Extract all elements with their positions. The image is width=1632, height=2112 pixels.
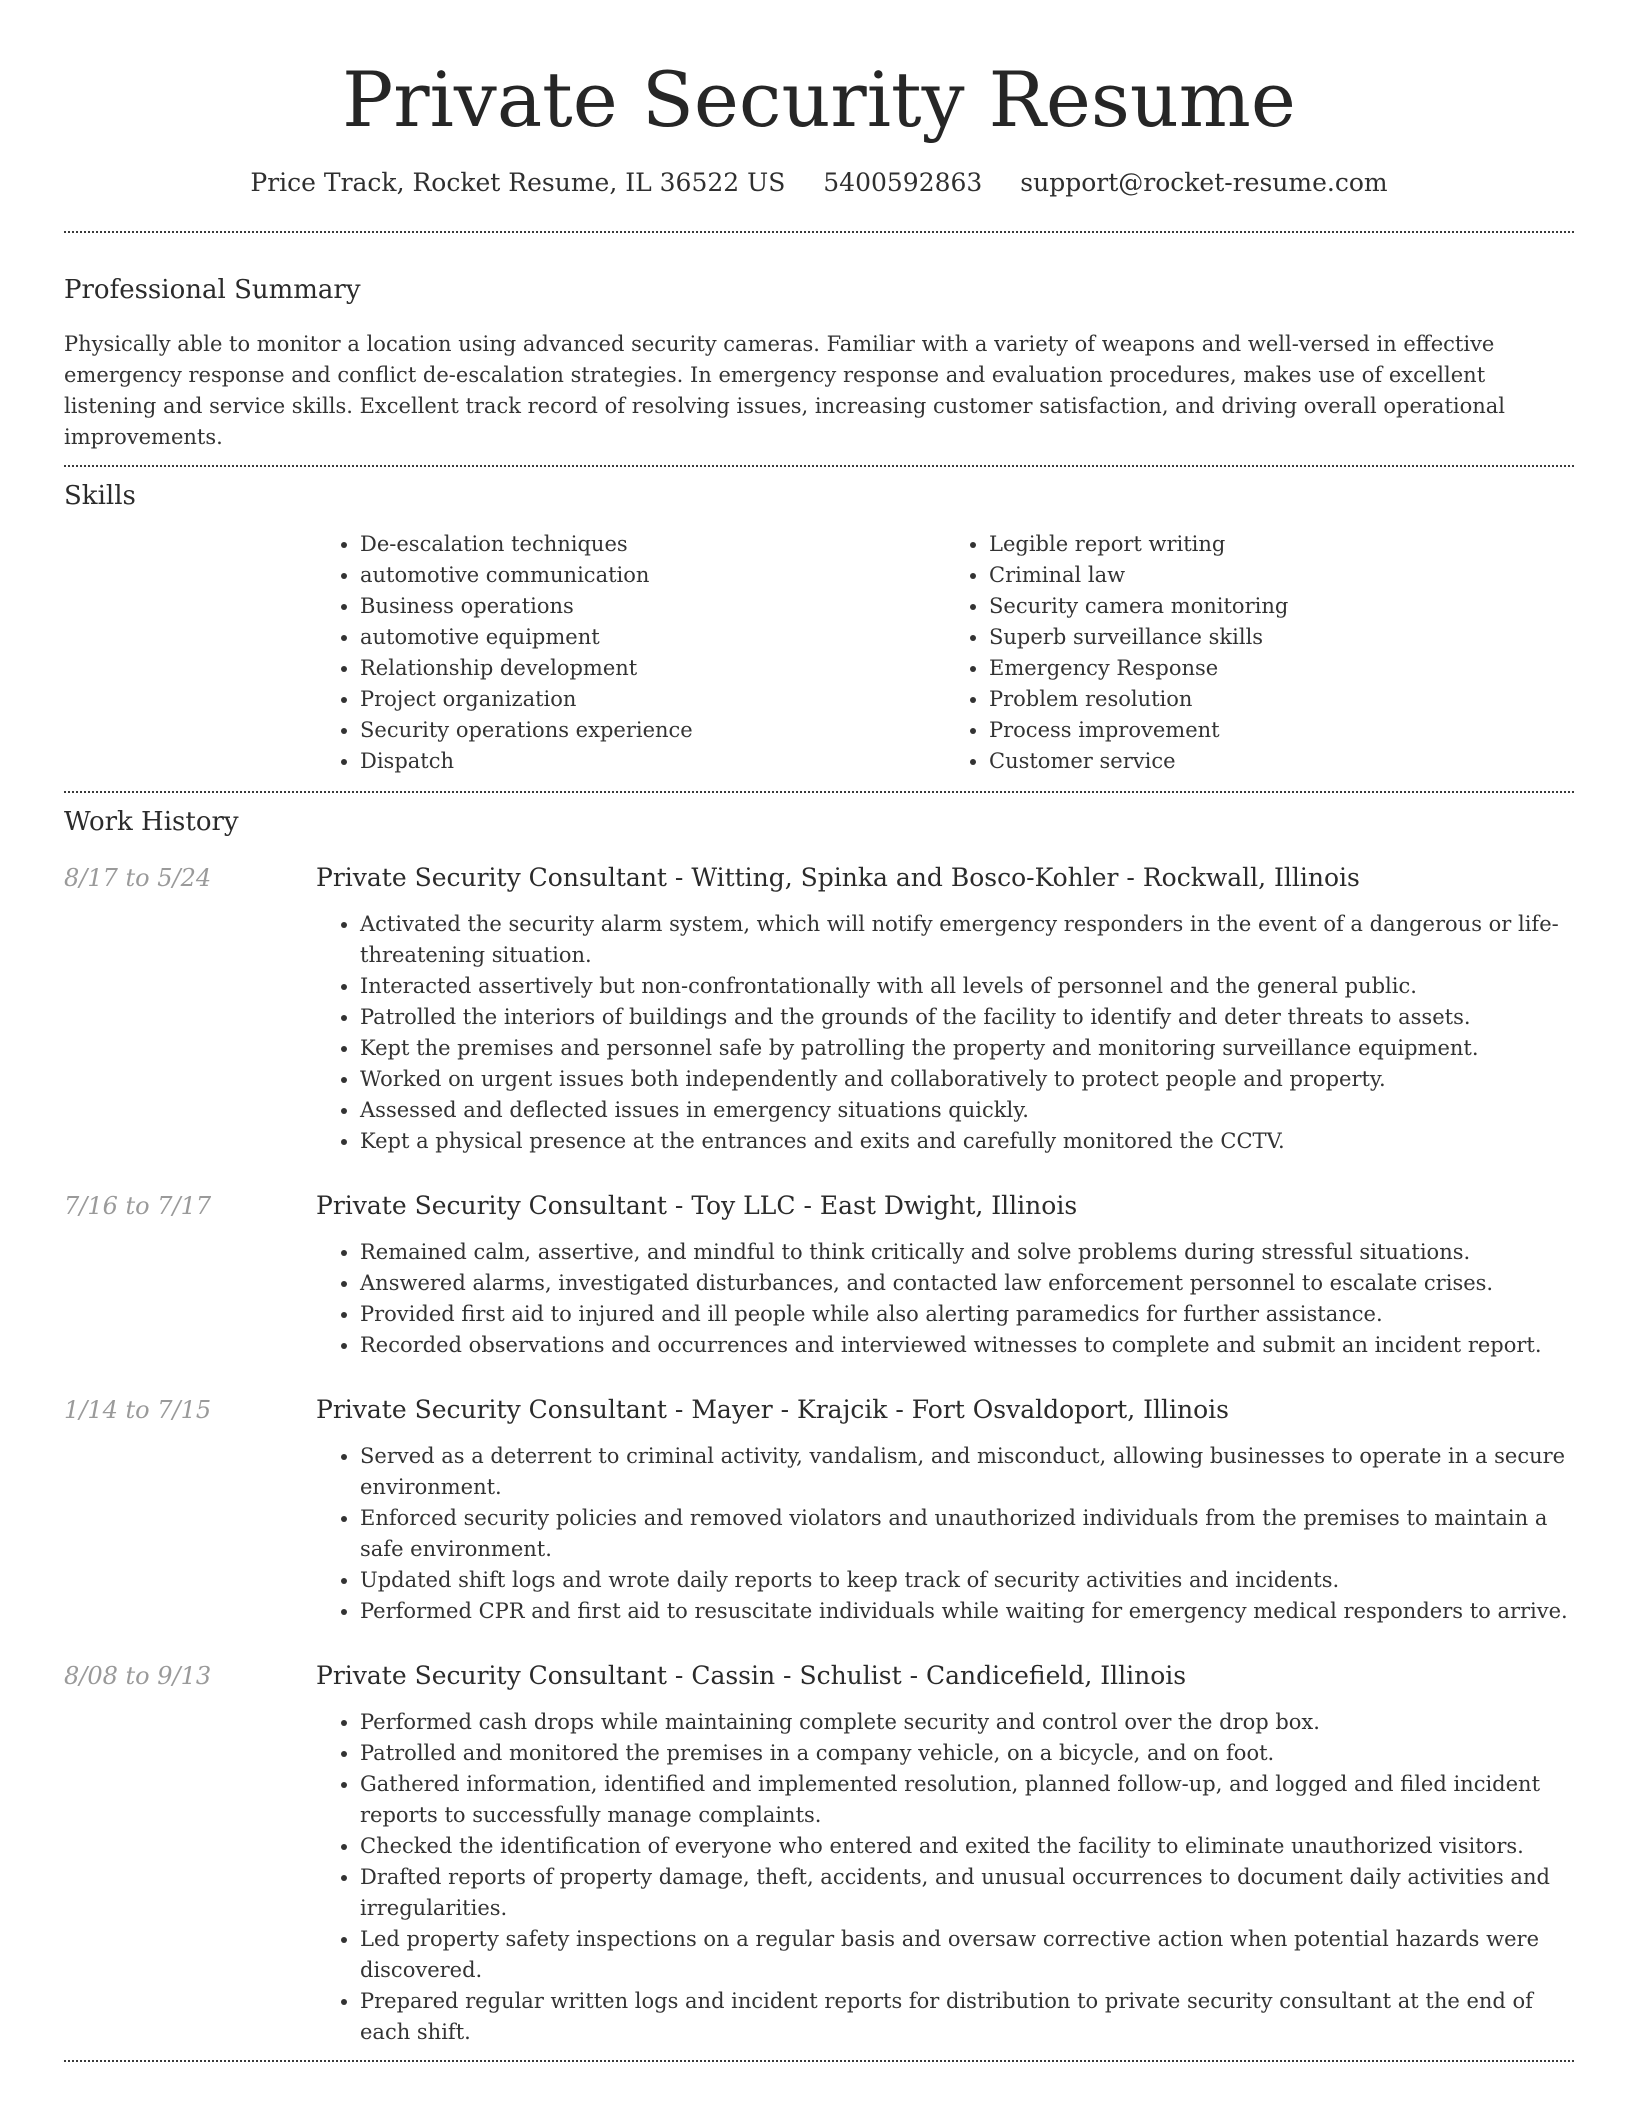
job-bullet: • Provided first aid to injured and ill people while also alerting paramedics for further assistance.: [360, 1299, 1574, 1330]
job-bullet: • Served as a deterrent to criminal activity, vandalism, and misconduct, allowing businesses to operate in a secure environment.: [360, 1441, 1574, 1503]
skill-item: • Security camera monitoring: [989, 591, 1574, 622]
skills-section: [64, 479, 1574, 777]
job-entry: [64, 1393, 1574, 1627]
job-dates: 7/16 to 7/17: [64, 1192, 212, 1220]
job-header: [64, 1659, 1574, 1693]
skill-item: • Emergency Response: [989, 653, 1574, 684]
contact-line: [64, 165, 1574, 201]
job-bullets: [316, 909, 1574, 1157]
skill-item: • Criminal law: [989, 560, 1574, 591]
skill-item: • Superb surveillance skills: [989, 622, 1574, 653]
job-bullet: • Kept the premises and personnel safe by patrolling the property and monitoring surveillance equipment.: [360, 1033, 1574, 1064]
section-divider: [64, 465, 1574, 467]
section-divider: [64, 791, 1574, 793]
job-dates: 1/14 to 7/15: [64, 1396, 212, 1424]
job-bullets: [316, 1237, 1574, 1361]
job-bullet: • Answered alarms, investigated disturbances, and contacted law enforcement personnel to escalate crises.: [360, 1268, 1574, 1299]
skill-item: • Legible report writing: [989, 529, 1574, 560]
skill-item: • Process improvement: [989, 715, 1574, 746]
work-history-section: [64, 805, 1574, 2048]
resume-page: [64, 0, 1574, 2062]
job-bullet: • Activated the security alarm system, which will notify emergency responders in the event of a dangerous or life-threatening situation.: [360, 909, 1574, 971]
job-bullet: • Enforced security policies and removed violators and unauthorized individuals from the premises to maintain a safe environment.: [360, 1503, 1574, 1565]
job-bullet: • Remained calm, assertive, and mindful to think critically and solve problems during stressful situations.: [360, 1237, 1574, 1268]
job-bullet: • Interacted assertively but non-confrontationally with all levels of personnel and the general public.: [360, 971, 1574, 1002]
section-title-summary: Professional Summary: [64, 275, 361, 305]
job-bullet: • Kept a physical presence at the entrances and exits and carefully monitored the CCTV.: [360, 1126, 1574, 1157]
skill-item: • Relationship development: [360, 653, 945, 684]
skill-item: • Security operations experience: [360, 715, 945, 746]
skill-item: • Customer service: [989, 746, 1574, 777]
job-header: [64, 861, 1574, 895]
section-divider: [64, 2060, 1574, 2062]
job-bullet: • Assessed and deflected issues in emergency situations quickly.: [360, 1095, 1574, 1126]
skills-list: [316, 529, 1574, 777]
skill-item: • Problem resolution: [989, 684, 1574, 715]
job-title: Private Security Consultant - Mayer - Krajcik - Fort Osvaldoport, Illinois: [316, 1395, 1229, 1424]
job-dates: 8/17 to 5/24: [64, 864, 212, 892]
job-title: Private Security Consultant - Toy LLC - East Dwight, Illinois: [316, 1191, 1078, 1220]
job-bullets: [316, 1441, 1574, 1627]
job-title: Private Security Consultant - Witting, Spinka and Bosco-Kohler - Rockwall, Illinois: [316, 863, 1360, 892]
job-bullet: • Prepared regular written logs and incident reports for distribution to private security consultant at the end of each shift.: [360, 1986, 1574, 2048]
job-bullets: [316, 1707, 1574, 2048]
job-bullet: • Patrolled the interiors of buildings and the grounds of the facility to identify and deter threats to assets.: [360, 1002, 1574, 1033]
job-entry: [64, 861, 1574, 1157]
job-bullet: • Led property safety inspections on a regular basis and oversaw corrective action when potential hazards were discovered.: [360, 1924, 1574, 1986]
summary-text: Physically able to monitor a location using advanced security cameras. Familiar with a variety of weapons and well-versed in effective emergency response and conflict de-escalation strategies. In emergency response and evaluation procedures, makes use of excellent listening and service skills. Excellent track record of resolving issues, increasing customer satisfaction, and driving overall operational improvements.: [64, 332, 1506, 449]
skill-item: • De-escalation techniques: [360, 529, 945, 560]
professional-summary-section: [64, 273, 1574, 453]
job-bullet: • Drafted reports of property damage, theft, accidents, and unusual occurrences to document daily activities and irregularities.: [360, 1862, 1574, 1924]
job-bullet: • Checked the identification of everyone who entered and exited the facility to eliminate unauthorized visitors.: [360, 1831, 1574, 1862]
job-header: [64, 1393, 1574, 1427]
job-entry: [64, 1189, 1574, 1361]
job-title: Private Security Consultant - Cassin - Schulist - Candicefield, Illinois: [316, 1661, 1187, 1690]
contact-email: support@rocket-resume.com: [1020, 168, 1388, 197]
contact-phone: 5400592863: [823, 168, 983, 197]
job-entry: [64, 1659, 1574, 2048]
section-title-work: Work History: [64, 807, 239, 837]
section-title-skills: Skills: [64, 481, 136, 511]
job-bullet: • Performed cash drops while maintaining complete security and control over the drop box.: [360, 1707, 1574, 1738]
skill-item: • automotive communication: [360, 560, 945, 591]
job-bullet: • Gathered information, identified and implemented resolution, planned follow-up, and logged and filed incident reports to successfully manage complaints.: [360, 1769, 1574, 1831]
job-dates: 8/08 to 9/13: [64, 1662, 212, 1690]
resume-title: Private Security Resume: [342, 55, 1296, 144]
job-bullet: • Updated shift logs and wrote daily reports to keep track of security activities and incidents.: [360, 1565, 1574, 1596]
skill-item: • Business operations: [360, 591, 945, 622]
contact-address: Price Track, Rocket Resume, IL 36522 US: [250, 168, 786, 197]
skills-column-left: [316, 529, 945, 777]
job-header: [64, 1189, 1574, 1223]
job-bullet: • Performed CPR and first aid to resuscitate individuals while waiting for emergency medical responders to arrive.: [360, 1596, 1574, 1627]
skill-item: • Project organization: [360, 684, 945, 715]
skill-item: • Dispatch: [360, 746, 945, 777]
skills-column-right: [945, 529, 1574, 777]
job-bullet: • Recorded observations and occurrences and interviewed witnesses to complete and submit an incident report.: [360, 1330, 1574, 1361]
skill-item: • automotive equipment: [360, 622, 945, 653]
section-divider: [64, 231, 1574, 233]
job-bullet: • Patrolled and monitored the premises in a company vehicle, on a bicycle, and on foot.: [360, 1738, 1574, 1769]
job-bullet: • Worked on urgent issues both independently and collaboratively to protect people and property.: [360, 1064, 1574, 1095]
